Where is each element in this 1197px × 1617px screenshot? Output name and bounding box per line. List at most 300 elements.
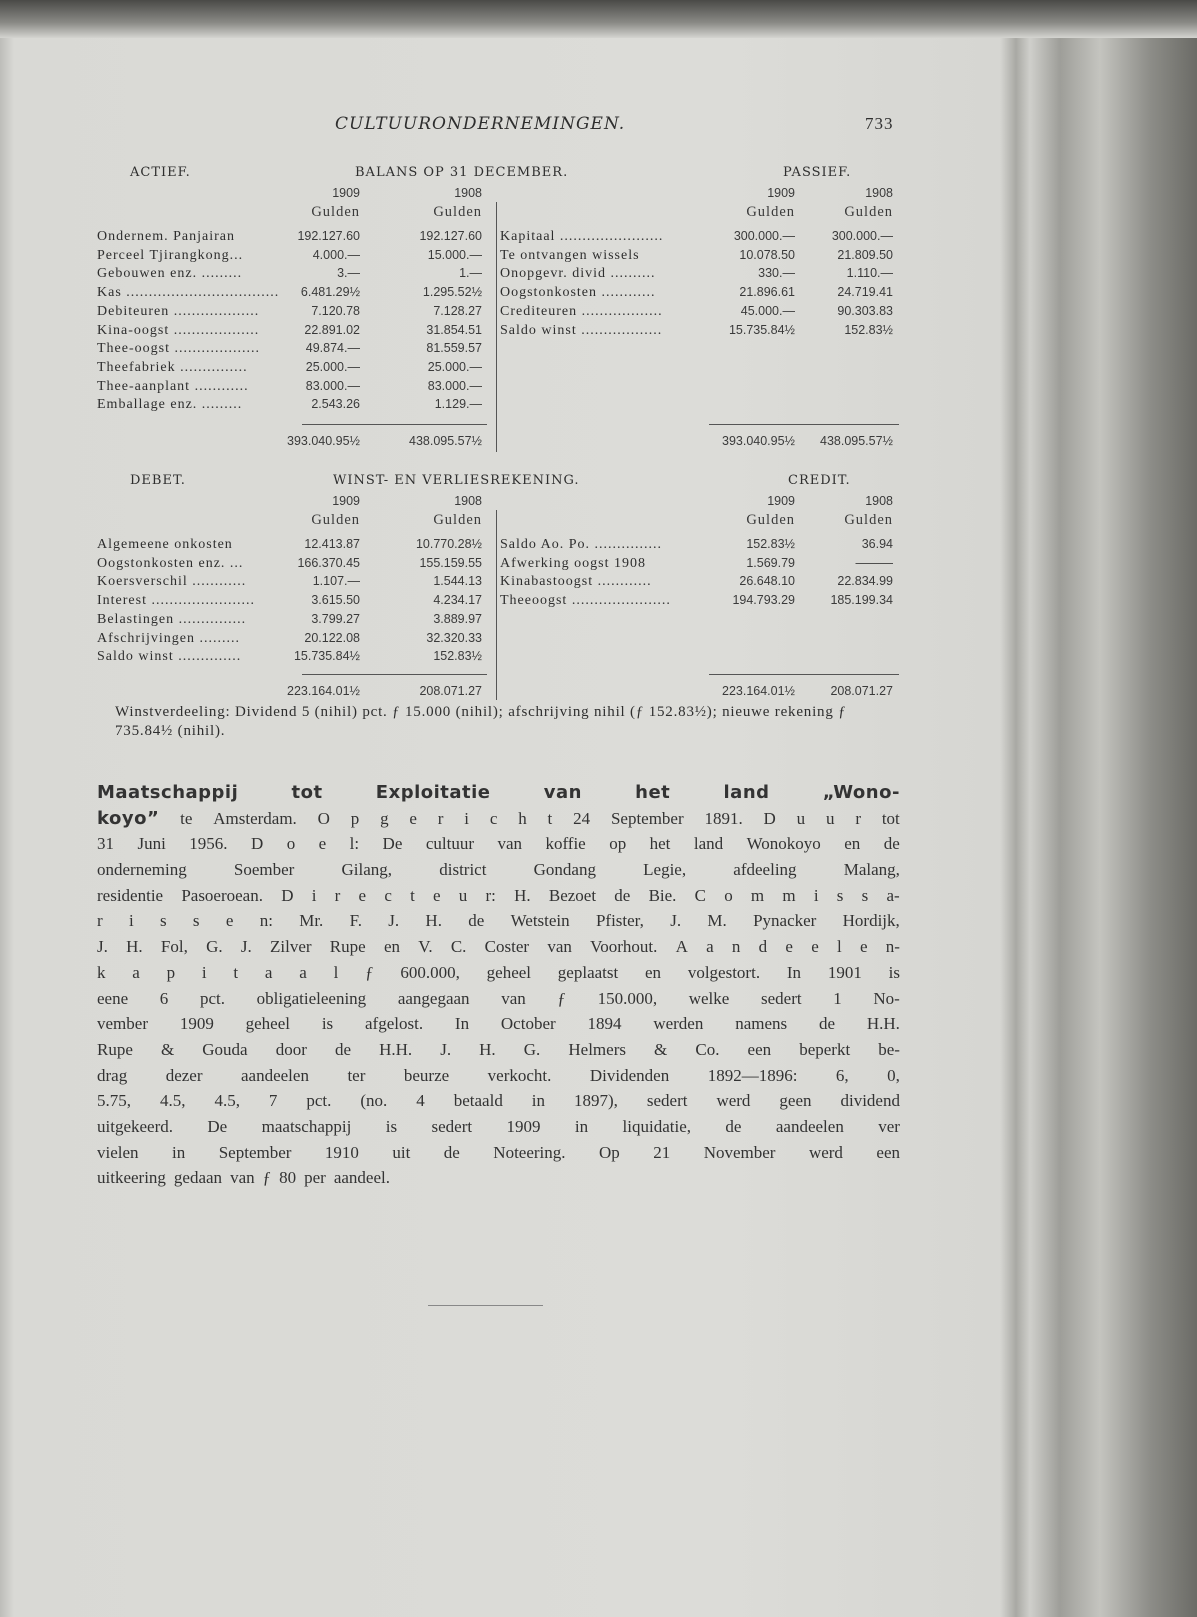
article-word: C. [450, 937, 467, 957]
article-word: geheel [245, 1014, 290, 1034]
article-word: Legie, [643, 860, 687, 880]
article-word: J. [670, 911, 682, 931]
value-1909: 3.799.27 [311, 611, 360, 626]
article-word: van [497, 834, 522, 854]
article-word: 21 [653, 1142, 671, 1162]
article-word: n [731, 937, 741, 957]
article-word: J. [388, 911, 400, 931]
article-word: volgestort. [687, 962, 761, 982]
article-word: de [443, 1142, 460, 1162]
article-word: Gilang, [341, 860, 393, 880]
article-word: aandeelen [775, 1116, 844, 1136]
row-label: Gebouwen enz. ......... [97, 266, 243, 282]
row-label: Saldo winst .................. [500, 322, 663, 338]
unit-header: Gulden [433, 204, 482, 220]
row-label: Oogstonkosten enz. ... [97, 555, 244, 571]
table-row [97, 610, 900, 629]
company-name-word: koyo” [97, 807, 160, 829]
table-row [97, 339, 900, 358]
value-1908: 7.128.27 [433, 303, 482, 318]
row-label: Kas .................................. [97, 285, 280, 301]
value-1909: 12.413.87 [304, 537, 360, 551]
article-line [97, 1011, 900, 1037]
article-word: beurze [403, 1065, 450, 1085]
value-1908: 15.000.— [427, 247, 482, 262]
article-word: de [334, 1039, 351, 1059]
value-1909: 7.120.78 [311, 303, 360, 318]
article-word: C [694, 885, 706, 905]
row-label: Kina-oogst ................... [97, 322, 260, 338]
row-label: Perceel Tjirangkong... [97, 247, 244, 263]
article-word: Gouda [202, 1039, 248, 1059]
article-word: in [574, 1116, 589, 1136]
article-word: Soember [233, 860, 295, 880]
article-word: k [97, 962, 106, 982]
article-word: u [796, 808, 806, 828]
row-label: Algemeene onkosten [97, 537, 233, 552]
article-word: namens [735, 1014, 788, 1034]
article-word: van [501, 988, 526, 1008]
article-word: de [725, 1116, 742, 1136]
table-row [97, 321, 900, 340]
article-word: p [166, 962, 176, 982]
row-label: Kinabastoogst ............ [500, 574, 652, 590]
value-1909: 4.000.— [312, 247, 360, 262]
article-word: de [818, 1014, 835, 1034]
table-row [97, 629, 900, 648]
table-row [97, 377, 900, 396]
value-1909: 330.— [758, 266, 795, 281]
article-word: s [861, 885, 869, 905]
article-word: uitgekeerd. [97, 1116, 173, 1136]
article-word: m [782, 885, 796, 905]
article-word: M. [707, 911, 727, 931]
article-word: geheel [486, 962, 532, 982]
article-word: is [888, 962, 900, 982]
article-word: obligatieleening [256, 988, 367, 1008]
article-line [97, 857, 900, 883]
year-header: 1908 [454, 494, 482, 508]
article-word: Noteering. [493, 1142, 566, 1162]
company-article [97, 780, 900, 1191]
article-word: i [813, 885, 819, 905]
value-1909: 192.127.60 [297, 229, 360, 243]
profit-distribution-note: Winstverdeeling: Dividend 5 (nihil) pct. ƒ 15.000 (nihil); afschrijving nihil (ƒ 152.83½); nieuwe rekening ƒ 735.84½ (nihil). [115, 704, 847, 739]
table-row [97, 647, 900, 666]
article-word: H. [479, 1039, 496, 1059]
value-1908: 36.94 [861, 537, 893, 551]
row-label: Ondernem. Panjairan [97, 229, 235, 244]
article-word: e [785, 937, 793, 957]
row-label: Afschrijvingen ......... [97, 630, 240, 646]
separator-line [428, 1305, 543, 1306]
unit-header: Gulden [311, 204, 360, 220]
article-word: Mr. [299, 911, 324, 931]
article-word: ver [878, 1116, 900, 1136]
article-word: een [747, 1039, 772, 1059]
article-word: G. [523, 1039, 541, 1059]
value-1908: 192.127.60 [419, 229, 482, 243]
value-1908: 1.110.— [846, 266, 893, 281]
article-word: Co. [695, 1039, 720, 1059]
article-word: verkocht. [487, 1065, 552, 1085]
actief-heading: ACTIEF. [130, 165, 191, 180]
article-word: de [883, 834, 900, 854]
total-rule [302, 424, 487, 425]
article-word: In [454, 1014, 470, 1034]
article-word: 7 [268, 1091, 278, 1111]
total-value: 438.095.57½ [409, 434, 482, 448]
article-word: D [250, 834, 264, 854]
value-1908: 152.83½ [433, 649, 482, 664]
article-word: Fol, [160, 937, 188, 957]
article-word: 0, [887, 1065, 900, 1085]
article-word: No- [873, 988, 900, 1008]
article-word: een [876, 1142, 900, 1162]
table-row [97, 591, 900, 610]
article-word: Juni [137, 834, 166, 854]
article-word: p [350, 808, 360, 828]
article-word: pct. [199, 988, 225, 1008]
article-word: aandeel. [333, 1168, 390, 1188]
table-row [97, 554, 900, 573]
scan-top-edge [0, 0, 1197, 38]
value-1909: 83.000.— [305, 378, 360, 393]
company-name-word: het [635, 782, 671, 803]
balance-sheet-table [97, 186, 900, 456]
article-word: de [614, 885, 631, 905]
winst-heading: WINST- EN VERLIESREKENING. [333, 473, 580, 488]
total-value: 223.164.01½ [287, 684, 360, 698]
total-rule [302, 674, 487, 675]
article-word: H. [514, 885, 531, 905]
value-1909: 22.891.02 [304, 322, 360, 337]
year-header: 1908 [865, 186, 893, 200]
article-word: 1910 [324, 1142, 359, 1162]
article-word: uitkeering [97, 1168, 166, 1188]
article-word: e [358, 885, 367, 905]
article-word: e [318, 834, 327, 854]
profit-loss-table [97, 494, 900, 704]
article-word: A [675, 937, 688, 957]
article-word: 1956. [189, 834, 228, 854]
company-name-word: tot [291, 782, 323, 803]
article-word: i [201, 962, 207, 982]
article-line [97, 1140, 900, 1166]
article-word: u [458, 885, 468, 905]
article-word: in [172, 1142, 186, 1162]
article-word: 1 [833, 988, 842, 1008]
article-word: Malang, [843, 860, 900, 880]
article-word: de [468, 911, 485, 931]
unit-header: Gulden [844, 512, 893, 528]
article-word: D [281, 885, 294, 905]
value-1908: 1.129.— [434, 397, 482, 412]
article-line [97, 934, 900, 960]
article-word: cultuur [425, 834, 474, 854]
article-word: Pfister, [595, 911, 644, 931]
total-value: 438.095.57½ [820, 434, 893, 448]
row-label: Belastingen ............... [97, 611, 247, 627]
row-label: Theeoogst ...................... [500, 593, 671, 609]
article-word: r [855, 808, 861, 828]
article-word: 31 [97, 834, 114, 854]
article-word: r [437, 808, 444, 828]
value-1909: 10.078.50 [739, 247, 795, 262]
article-word: H. [126, 937, 143, 957]
article-word: n: [259, 911, 273, 931]
article-word: J. [240, 937, 252, 957]
article-word: d [758, 937, 768, 957]
article-word: i [311, 885, 317, 905]
article-word: maatschappij [261, 1116, 352, 1136]
table-row [97, 302, 900, 321]
value-1909: 20.122.08 [304, 630, 360, 645]
article-word: e [433, 885, 441, 905]
article-word: aandeelen [241, 1065, 309, 1085]
company-name-word: land [723, 782, 770, 803]
article-word: Bezoet [548, 885, 597, 905]
article-word: afdeeling [733, 860, 797, 880]
row-label: Onopgevr. divid .......... [500, 266, 656, 282]
article-word: a- [886, 885, 900, 905]
total-value: 208.071.27 [419, 684, 482, 698]
article-word: onderneming [97, 860, 187, 880]
value-1908: ——— [855, 555, 893, 570]
article-word: 1897), [574, 1091, 618, 1111]
running-header: CULTUURONDERNEMINGEN. [335, 114, 626, 134]
table-row [97, 572, 900, 591]
company-name-word: Exploitatie [375, 782, 491, 803]
article-line [97, 986, 900, 1012]
article-word: 4 [416, 1091, 425, 1111]
article-line [97, 1114, 900, 1140]
value-1909: 49.874.— [305, 341, 360, 356]
unit-header: Gulden [746, 204, 795, 220]
article-word: H.H. [379, 1039, 413, 1059]
article-word: c [384, 885, 392, 905]
article-word: werden [653, 1014, 704, 1034]
article-word: Rupe [97, 1039, 133, 1059]
article-word: per [304, 1168, 326, 1188]
year-header: 1909 [767, 186, 795, 200]
article-word: a [706, 937, 714, 957]
article-word: Zilver [270, 937, 312, 957]
article-word: s [160, 911, 167, 931]
table-row [97, 246, 900, 265]
article-word: betaald [453, 1091, 503, 1111]
row-label: Saldo Ao. Po. ............... [500, 537, 663, 552]
row-label: Emballage enz. ......... [97, 397, 243, 413]
value-1908: 90.303.83 [837, 303, 893, 318]
article-word: Wetstein [510, 911, 570, 931]
article-word: afgelost. [365, 1014, 424, 1034]
article-word: November [703, 1142, 776, 1162]
total-rule [709, 674, 899, 675]
article-word: tot [881, 808, 900, 828]
unit-header: Gulden [311, 512, 360, 528]
article-word: h [518, 808, 527, 828]
article-word: te [180, 808, 193, 828]
article-word: uit [392, 1142, 411, 1162]
article-word: r: [485, 885, 496, 905]
article-word: J. [97, 937, 108, 957]
article-word: In [786, 962, 802, 982]
year-header: 1909 [332, 186, 360, 200]
table-row [97, 283, 900, 302]
passief-heading: PASSIEF. [783, 165, 852, 180]
year-header: 1908 [454, 186, 482, 200]
article-word: l [837, 937, 842, 957]
article-line [97, 883, 900, 909]
article-word: & [654, 1039, 668, 1059]
row-label: Afwerking oogst 1908 [500, 555, 646, 571]
year-header: 1909 [332, 494, 360, 508]
company-name-word: Maatschappij [97, 782, 239, 803]
value-1908: 1.544.13 [433, 574, 482, 589]
value-1909: 25.000.— [305, 359, 360, 374]
article-word: sedert [431, 1116, 473, 1136]
article-word: 24 [573, 808, 591, 828]
article-word: e [811, 937, 819, 957]
total-value: 393.040.95½ [287, 434, 360, 448]
article-word: t [410, 885, 415, 905]
value-1908: 155.159.55 [419, 555, 482, 570]
value-1908: 10.770.28½ [415, 537, 482, 551]
article-word: l: [349, 834, 360, 854]
table-row [97, 264, 900, 283]
article-word: district [439, 860, 487, 880]
article-word: Voorhout. [590, 937, 658, 957]
value-1909: 45.000.— [740, 303, 795, 318]
article-word: t [547, 808, 553, 828]
value-1908: 22.834.99 [837, 574, 893, 589]
article-word: Rupe [329, 937, 366, 957]
article-word: 600.000, [400, 962, 460, 982]
article-word: e [860, 937, 868, 957]
article-word: pct. [306, 1091, 332, 1111]
article-word: Amsterdam. [213, 808, 297, 828]
value-1908: 4.234.17 [433, 593, 482, 608]
article-line [97, 1088, 900, 1114]
value-1908: 3.889.97 [433, 611, 482, 626]
row-label: Te ontvangen wissels [500, 247, 640, 263]
year-header: 1909 [767, 494, 795, 508]
article-word: 1909 [179, 1014, 214, 1034]
value-1909: 1.107.— [312, 574, 360, 589]
article-word: O [317, 808, 330, 828]
article-line [97, 780, 900, 806]
article-word: Dividenden [589, 1065, 670, 1085]
article-word: door [275, 1039, 307, 1059]
article-word: Hordijk, [842, 911, 900, 931]
article-word: Coster [484, 937, 530, 957]
article-word: i [128, 911, 134, 931]
article-word: u [825, 808, 835, 828]
article-word: be- [878, 1039, 900, 1059]
article-word: vielen [97, 1142, 139, 1162]
article-word: op [609, 834, 627, 854]
row-label: Koersverschil ............ [97, 574, 247, 590]
article-word: dividend [840, 1091, 900, 1111]
article-line [97, 960, 900, 986]
article-word: Pasoeroean. [181, 885, 263, 905]
column-divider [496, 202, 497, 452]
article-word: van [547, 937, 572, 957]
article-word: 1894 [587, 1014, 622, 1034]
article-word: 4.5, [159, 1091, 186, 1111]
article-word: e [225, 911, 234, 931]
article-word: September [218, 1142, 292, 1162]
row-label: Thee-oogst ................... [97, 341, 260, 357]
article-line [97, 1037, 900, 1063]
row-label: Crediteuren .................. [500, 303, 663, 319]
value-1908: 185.199.34 [830, 593, 893, 608]
article-word: c [489, 808, 498, 828]
article-word: o [286, 834, 296, 854]
article-word: Wonokoyo [746, 834, 821, 854]
value-1908: 1.295.52½ [422, 285, 482, 300]
total-value: 393.040.95½ [722, 434, 795, 448]
article-word: October [500, 1014, 556, 1034]
article-word: drag [97, 1065, 128, 1085]
article-word: gedaan [173, 1168, 223, 1188]
value-1908: 21.809.50 [837, 247, 893, 262]
value-1909: 3.615.50 [311, 593, 360, 608]
table-row [97, 227, 900, 246]
debet-heading: DEBET. [130, 473, 186, 488]
article-word: a [132, 962, 140, 982]
article-word: werd [808, 1142, 843, 1162]
value-1909: 6.481.29½ [300, 285, 360, 300]
total-value: 208.071.27 [830, 684, 893, 698]
value-1908: 81.559.57 [426, 341, 482, 356]
value-1908: 24.719.41 [837, 285, 893, 300]
article-word: sedert [646, 1091, 688, 1111]
article-word: welke [688, 988, 730, 1008]
article-word: werd [716, 1091, 751, 1111]
table-row [97, 395, 900, 414]
article-word: a [299, 962, 307, 982]
article-word: en [844, 834, 861, 854]
article-word: ƒ [365, 962, 374, 982]
year-header: 1908 [865, 494, 893, 508]
article-word: s [192, 911, 200, 931]
article-word: r [97, 911, 103, 931]
article-word: i [464, 808, 470, 828]
article-word: g [380, 808, 389, 828]
article-word: 1909 [506, 1116, 541, 1136]
value-1909: 3.— [337, 266, 360, 281]
row-label: Thee-aanplant ............ [97, 378, 249, 394]
value-1908: 31.854.51 [426, 322, 482, 337]
company-name-word: van [543, 782, 582, 803]
total-value: 223.164.01½ [722, 684, 795, 698]
article-word: e [409, 808, 417, 828]
article-word: & [160, 1039, 175, 1059]
article-word: geplaatst [557, 962, 619, 982]
value-1909: 15.735.84½ [293, 649, 360, 664]
article-word: Op [599, 1142, 620, 1162]
article-word: Bie. [648, 885, 677, 905]
article-word: land [693, 834, 724, 854]
article-word: Helmers [568, 1039, 626, 1059]
company-name-word: „Wono- [822, 782, 900, 803]
row-label: Kapitaal ....................... [500, 229, 664, 244]
page-number: 733 [865, 114, 894, 133]
article-line [97, 1063, 900, 1089]
article-word: residentie [97, 885, 164, 905]
